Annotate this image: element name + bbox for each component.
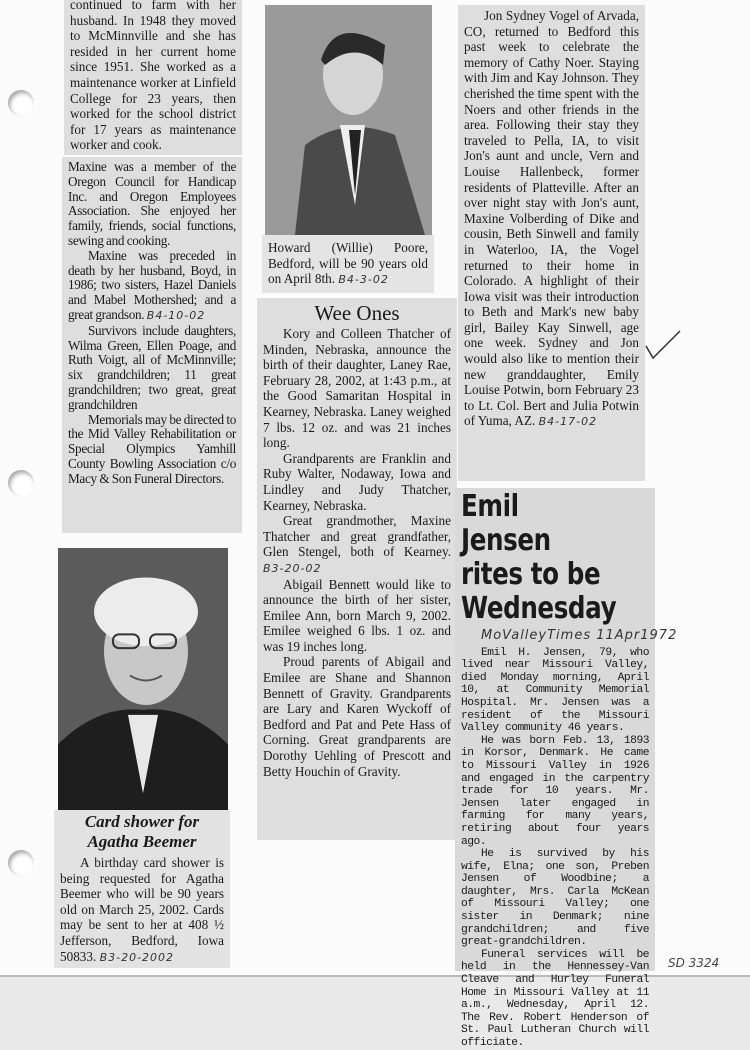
card-shower-clipping <box>54 810 230 968</box>
wee-ones-paragraph: Kory and Colleen Thatcher of Minden, Nebraska, announce the birth of their daughter, Laney Rae, February 28, 2002, at 1:43 p.m., at the Good Samaritan Hospital in Kearney, Nebraska. Laney weighed 7 lbs. 12 oz. and was 21 inches long. <box>263 326 451 451</box>
handwritten-source: MoValleyTimes 11Apr1972 <box>481 628 678 643</box>
jensen-paragraph: He was born Feb. 13, 1893 in Korsor, Denmark. He came to Missouri Valley in 1926 and engaged in the carpentry trade for 10 years. Mr. Jensen later engaged in farming for many years, retiring about four years ago. <box>461 734 649 848</box>
obit-paragraph: Survivors include daughters, Wilma Green, Ellen Poage, and Ruth Voigt, all of McMinnville; six grandchildren; 11 great grandchildren; two great, great grandchildren <box>68 322 236 412</box>
obit-paragraph: Maxine was a member of the Oregon Council for Handicap Inc. and Oregon Employees Association. She enjoyed her family, friends, social functions, sewing and cooking. <box>68 159 236 248</box>
handwritten-date: B3-20-2002 <box>99 950 175 964</box>
wee-ones-paragraph: Great grandmother, Maxine Thatcher and great grandfather, Glen Stengel, both of Kearney. <box>263 513 451 560</box>
punch-hole <box>8 470 34 496</box>
jensen-headline: Emil Jensen <box>461 489 551 558</box>
portrait-photo-agatha <box>58 548 228 811</box>
handwritten-date: B4-10-02 <box>146 308 206 322</box>
jensen-headline: rites to be <box>461 557 601 592</box>
vogel-clipping <box>458 5 645 481</box>
jensen-paragraph: He is survived by his wife, Elna; one son, Preben Jensen of Woodbine; a daughter, Mrs. Carla McKean of Missouri Valley; one sister in Denmark; nine grandchildren; and five great-grandchildren. <box>461 848 649 949</box>
checkmark-icon <box>643 328 683 362</box>
portrait-image <box>58 548 228 811</box>
wee-ones-clipping <box>257 298 457 840</box>
card-shower-body: A birthday card shower is being requested for Agatha Beemer who will be 90 years old on March 25, 2002. Cards may be sent to her at 408 ½ Jefferson, Bedford, Iowa 50833. <box>60 855 224 964</box>
obit-paragraph: continued to farm with her husband. In 1948 they moved to McMinnville and she has resided in her current home since 1951. She worked as a maintenance worker at Linfield College for 23 years, then worked for the school district for 17 years as maintenance worker and cook. <box>70 0 236 153</box>
obituary-clipping-part1 <box>64 0 242 155</box>
jensen-paragraph: Emil H. Jensen, 79, who lived near Missouri Valley, died Monday morning, April 10, at Community Memorial Hospital. Mr. Jensen was a resident of the Missouri Valley community 46 years. <box>461 646 649 735</box>
howard-caption: Howard (Willie) Poore, Bedford, will be 90 years old on April 8th. <box>268 240 428 287</box>
wee-ones-paragraph: Grandparents are Franklin and Ruby Walter, Nodaway, Iowa and Lindley and Judy Thatcher, Kearney, Nebraska. <box>263 450 451 513</box>
jensen-headline: Wednesday <box>461 591 617 626</box>
card-shower-title: Card shower for <box>84 812 200 831</box>
punch-hole <box>8 90 34 116</box>
handwritten-date: B3-20-02 <box>263 561 322 575</box>
wee-ones-title: Wee Ones <box>314 301 400 325</box>
handwritten-date: B4-3-02 <box>338 273 389 287</box>
howard-caption-clipping <box>262 235 434 293</box>
handwritten-date: B4-17-02 <box>538 415 598 429</box>
obituary-clipping-part2 <box>62 157 242 533</box>
obit-paragraph: Maxine was preceded in death by her husband, Boyd, in 1986; two sisters, Hazel Daniels and Mabel Mothershed; and a great grandson. <box>68 247 236 322</box>
jensen-paragraph: Funeral services will be held in the Hennessey-Van Cleave and Hurley Funeral Home in Missouri Valley at 11 a.m., Wednesday, April 12. The Rev. Robert Henderson of St. Paul Lutheran Church will officiate. <box>461 948 649 1049</box>
obit-paragraph: Memorials may be directed to the Mid Valley Rehabilitation or Special Olympics Yamhill County Bowling Association c/o Macy & Son Funeral Directors. <box>68 411 236 486</box>
jensen-clipping <box>455 488 678 1049</box>
page-reference-number: SD 3324 <box>668 956 720 970</box>
portrait-image <box>265 5 432 235</box>
vogel-body: Jon Sydney Vogel of Arvada, CO, returned to Bedford this past week to celebrate the memory of Cathy Noer. Staying with Jim and Kay Johnson. They cherished the time spent with the Noers and other friends in the area. Following their stay they traveled to Pella, IA, to visit Jon's aunt and uncle, Vern and Louise Hallenbeck, former residents of Platteville. After an over night stay with Jon's aunt, Maxine Volberding of Dike and cousin, Beth Sinwell and family in Waterloo, IA, the Vogel returned to their home in Colorado. A highlight of their Iowa visit was their introduction to Beth and Mark's new baby girl, Bailey Kay Sinwell, age one week. Sydney and Jon would also like to mention their new granddaughter, Emily Louise Potwin, born February 23 to Lt. Col. Bert and Julia Potwin of Yuma, AZ. <box>464 8 639 429</box>
portrait-photo-howard <box>265 5 432 235</box>
wee-ones-paragraph: Proud parents of Abigail and Emilee are Shane and Shannon Bennett of Gravity. Grandparents are Lary and Karen Wyckoff of Bedford and Pat and Pete Hass of Corning. Great grandparents are Dorothy Uehling of Prescott and Betty Houchin of Gravity. <box>263 654 451 779</box>
wee-ones-paragraph: Abigail Bennett would like to announce the birth of her sister, Emilee Ann, born March 9, 2002. Emilee weighed 6 lbs. 1 oz. and was 19 inches long. <box>263 576 451 654</box>
card-shower-title: Agatha Beemer <box>87 832 197 851</box>
punch-hole <box>8 850 34 876</box>
